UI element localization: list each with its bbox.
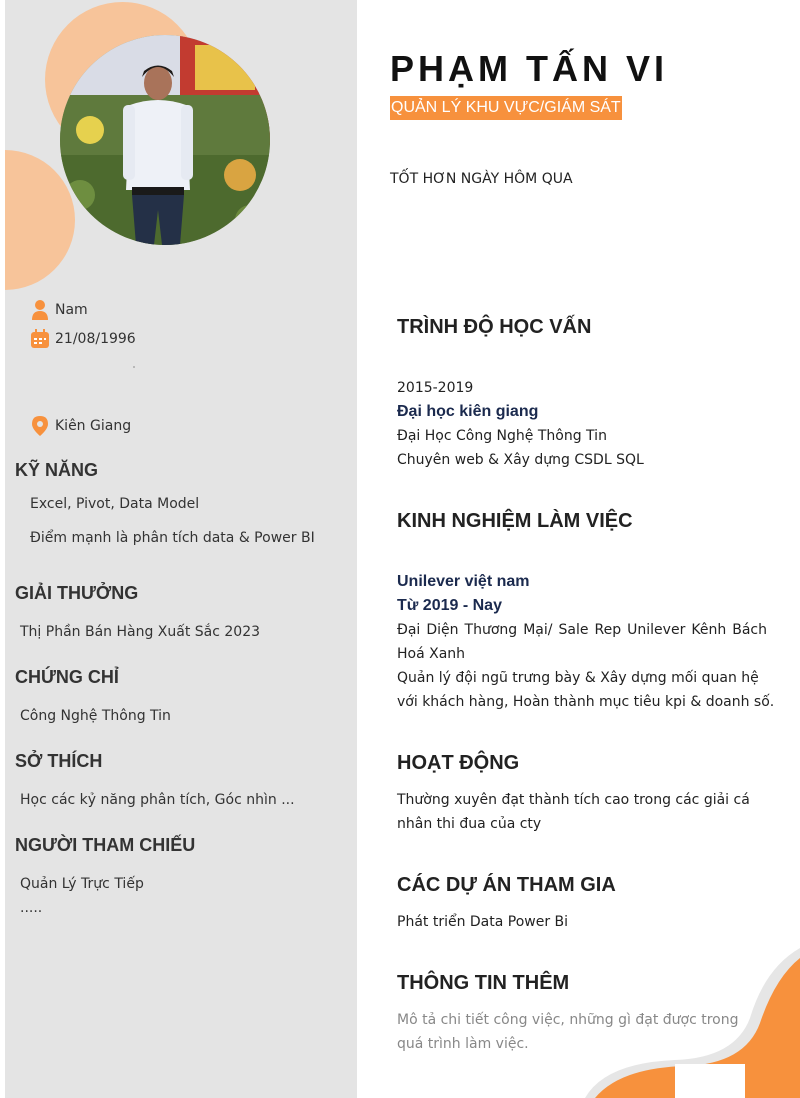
separator-dot — [133, 366, 135, 368]
projects-text: Phát triển Data Power Bi — [397, 914, 569, 930]
avatar — [60, 35, 270, 245]
awards-title: GIẢI THƯỞNG — [15, 583, 139, 603]
activities-text: Thường xuyên đạt thành tích cao trong các giải cá nhân thi đua của cty — [397, 792, 750, 832]
skills-title: KỸ NĂNG — [15, 460, 99, 480]
extra-text: Mô tả chi tiết công việc, những gì đạt được trong quá trình làm việc. — [397, 1012, 739, 1052]
skill-item: Điểm mạnh là phân tích data & Power BI — [30, 530, 315, 546]
full-name: PHẠM TẤN VI — [390, 48, 668, 89]
education-years: 2015-2019 — [397, 380, 474, 396]
activities-title: HOẠT ĐỘNG — [397, 752, 520, 774]
gender-value: Nam — [55, 302, 88, 318]
birthdate-row — [30, 329, 136, 349]
references-title: NGƯỜI THAM CHIẾU — [15, 835, 196, 855]
reference-item: ..... — [20, 900, 43, 916]
experience-period: Từ 2019 - Nay — [397, 597, 502, 614]
calendar-icon — [30, 329, 50, 349]
motto: TỐT HƠN NGÀY HÔM QUA — [390, 171, 573, 187]
education-major: Đại Học Công Nghệ Thông Tin — [397, 428, 607, 444]
cert-item: Công Nghệ Thông Tin — [20, 708, 171, 724]
experience-role: Đại Diện Thương Mại/ Sale Rep Unilever Kênh Bách Hoá Xanh — [397, 622, 767, 662]
location-row — [30, 416, 131, 436]
education-title: TRÌNH ĐỘ HỌC VẤN — [397, 316, 592, 338]
location-value: Kiên Giang — [55, 418, 132, 434]
education-school: Đại học kiên giang — [397, 403, 539, 420]
hobbies-title: SỞ THÍCH — [15, 751, 103, 771]
gender-row — [30, 300, 88, 320]
projects-title: CÁC DỰ ÁN THAM GIA — [397, 874, 616, 896]
sidebar — [5, 0, 357, 1098]
certs-title: CHỨNG CHỈ — [15, 667, 119, 687]
experience-title: KINH NGHIỆM LÀM VIỆC — [397, 510, 633, 532]
hobby-item: Học các kỷ năng phân tích, Góc nhìn ... — [20, 792, 295, 808]
birthdate-value: 21/08/1996 — [55, 331, 136, 347]
job-title: QUẢN LÝ KHU VỰC/GIÁM SÁT — [390, 96, 622, 120]
person-icon — [30, 300, 50, 320]
reference-item: Quản Lý Trực Tiếp — [20, 876, 144, 892]
experience-description: Quản lý đội ngũ trưng bày & Xây dựng mối quan hệ với khách hàng, Hoàn thành mục tiêu kpi & doanh số. — [397, 670, 775, 710]
skill-item: Excel, Pivot, Data Model — [30, 496, 200, 512]
extra-title: THÔNG TIN THÊM — [397, 972, 570, 994]
award-item: Thị Phần Bán Hàng Xuất Sắc 2023 — [20, 624, 261, 640]
map-pin-icon — [30, 416, 50, 436]
experience-company: Unilever việt nam — [397, 573, 530, 590]
education-focus: Chuyên web & Xây dựng CSDL SQL — [397, 452, 644, 468]
